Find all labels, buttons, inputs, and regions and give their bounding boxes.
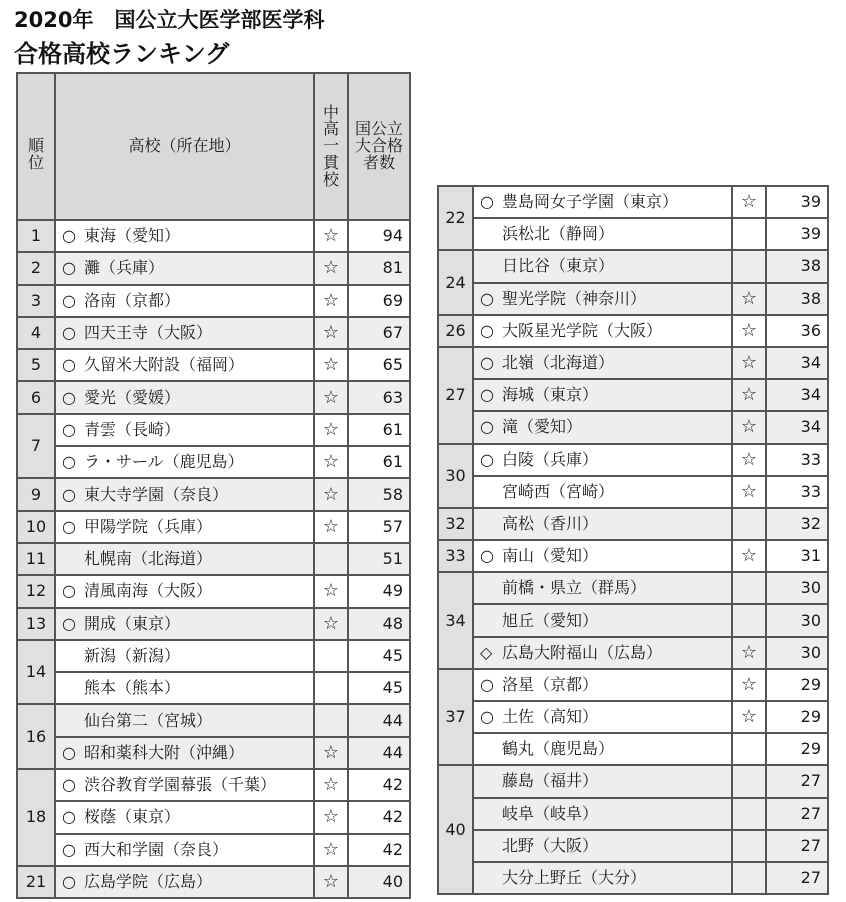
school-name: 南山（愛知）: [502, 546, 599, 566]
ikkan-star: ☆: [314, 220, 348, 252]
ikkan-star: ☆: [314, 769, 348, 801]
ikkan-star: [314, 640, 348, 672]
rank-cell: 27: [438, 347, 473, 444]
school-type-mark: ○: [62, 839, 76, 859]
ikkan-star: ☆: [314, 575, 348, 607]
count-cell: 44: [348, 737, 410, 769]
table-row: [438, 540, 828, 572]
count-cell: 29: [766, 701, 828, 733]
school-type-mark: ○: [62, 419, 76, 439]
school-name: 白陵（兵庫）: [502, 449, 599, 469]
school-type-mark: ○: [62, 355, 76, 375]
table-row: [438, 186, 828, 218]
table-row: [17, 252, 410, 284]
rank-cell: 18: [17, 769, 55, 866]
count-cell: 51: [348, 543, 410, 575]
ikkan-star: [314, 543, 348, 575]
school-name: 旭丘（愛知）: [502, 610, 599, 630]
page-title: 2020年 国公立大医学部医学科: [14, 8, 325, 32]
table-row: [438, 476, 828, 508]
table-row: [17, 769, 410, 801]
school-name: 浜松北（静岡）: [502, 224, 615, 244]
ikkan-star: ☆: [314, 866, 348, 898]
ikkan-star: ☆: [732, 347, 766, 379]
school-type-mark: ○: [62, 290, 76, 310]
school-name: 滝（愛知）: [502, 417, 583, 437]
table-row: [17, 543, 410, 575]
table-row: [438, 604, 828, 636]
school-cell: [473, 733, 732, 765]
rank-cell: 7: [17, 414, 55, 479]
school-name: 仙台第二（宮城）: [84, 710, 213, 730]
school-cell: [55, 252, 314, 284]
school-cell: [473, 669, 732, 701]
page-subtitle: 合格高校ランキング: [14, 40, 230, 68]
school-cell: [473, 572, 732, 604]
school-type-mark: ○: [62, 323, 76, 343]
school-cell: [473, 476, 732, 508]
ikkan-star: ☆: [314, 737, 348, 769]
count-cell: 69: [348, 285, 410, 317]
school-type-mark: ○: [480, 353, 494, 373]
ikkan-star: ☆: [314, 349, 348, 381]
school-cell: [55, 737, 314, 769]
table-row: [17, 608, 410, 640]
ikkan-star: [732, 572, 766, 604]
table-row: [438, 250, 828, 282]
school-cell: [473, 508, 732, 540]
school-name: 藤島（福井）: [502, 771, 599, 791]
school-name: 新潟（新潟）: [84, 646, 181, 665]
school-type-mark: ○: [62, 613, 76, 633]
rank-cell: 2: [17, 252, 55, 284]
count-cell: 29: [766, 669, 828, 701]
school-type-mark: ○: [480, 707, 494, 727]
school-cell: [55, 414, 314, 446]
school-name: 甲陽学院（兵庫）: [84, 516, 213, 536]
count-cell: 39: [766, 186, 828, 218]
ikkan-star: ☆: [732, 186, 766, 218]
school-cell: [55, 478, 314, 510]
rank-cell: 4: [17, 317, 55, 349]
school-name: 北野（大阪）: [502, 835, 599, 855]
rank-cell: 22: [438, 186, 473, 250]
table-row: [438, 315, 828, 347]
school-type-mark: ○: [62, 581, 76, 601]
school-type-mark: ○: [480, 288, 494, 308]
table-row: [17, 446, 410, 478]
school-cell: [473, 540, 732, 572]
ranking-table-right: [437, 185, 829, 895]
table-row: [17, 349, 410, 381]
school-name: 前橋・県立（群馬）: [502, 578, 647, 598]
ikkan-star: ☆: [732, 637, 766, 669]
count-cell: 61: [348, 446, 410, 478]
ikkan-star: [732, 250, 766, 282]
header-rank: 順位: [17, 73, 55, 220]
count-cell: 33: [766, 476, 828, 508]
count-cell: 42: [348, 801, 410, 833]
rank-cell: 11: [17, 543, 55, 575]
school-type-mark: ○: [62, 226, 76, 246]
school-cell: [473, 637, 732, 669]
table-row: [17, 414, 410, 446]
school-name: 広島大附福山（広島）: [502, 642, 663, 662]
count-cell: 34: [766, 411, 828, 443]
school-name: 土佐（高知）: [502, 707, 599, 727]
school-cell: [473, 315, 732, 347]
ikkan-star: ☆: [314, 801, 348, 833]
school-type-mark: ○: [62, 258, 76, 278]
school-cell: [473, 218, 732, 250]
count-cell: 48: [348, 608, 410, 640]
school-name: 渋谷教育学園幕張（千葉）: [84, 775, 277, 795]
table-row: [438, 444, 828, 476]
count-cell: 30: [766, 572, 828, 604]
school-cell: [55, 446, 314, 478]
school-cell: [55, 575, 314, 607]
school-cell: [55, 866, 314, 898]
school-name: 東大寺学園（奈良）: [84, 484, 229, 504]
count-cell: 63: [348, 381, 410, 413]
count-cell: 29: [766, 733, 828, 765]
school-type-mark: ○: [480, 449, 494, 469]
count-cell: 42: [348, 834, 410, 866]
table-row: [17, 801, 410, 833]
table-row: [17, 834, 410, 866]
school-cell: [55, 511, 314, 543]
count-cell: 44: [348, 704, 410, 736]
ikkan-star: ☆: [314, 511, 348, 543]
school-name: 青雲（長崎）: [84, 419, 181, 439]
table-row: [17, 285, 410, 317]
school-cell: [473, 830, 732, 862]
table-row: [438, 508, 828, 540]
school-name: 岐阜（岐阜）: [502, 803, 599, 823]
count-cell: 30: [766, 604, 828, 636]
rank-cell: 34: [438, 572, 473, 669]
ikkan-star: ☆: [732, 476, 766, 508]
rank-cell: 6: [17, 381, 55, 413]
count-cell: 65: [348, 349, 410, 381]
table-row: [438, 669, 828, 701]
rank-cell: 14: [17, 640, 55, 705]
school-cell: [473, 347, 732, 379]
school-cell: [55, 220, 314, 252]
table-row: [438, 379, 828, 411]
school-type-mark: ○: [480, 546, 494, 566]
school-name: 洛南（京都）: [84, 290, 181, 310]
table-row: [17, 737, 410, 769]
school-cell: [473, 604, 732, 636]
school-cell: [55, 834, 314, 866]
count-cell: 67: [348, 317, 410, 349]
rank-cell: 21: [17, 866, 55, 898]
rank-cell: 16: [17, 704, 55, 769]
rank-cell: 33: [438, 540, 473, 572]
ikkan-star: [732, 508, 766, 540]
rank-cell: 32: [438, 508, 473, 540]
school-cell: [55, 317, 314, 349]
school-type-mark: ○: [480, 320, 494, 340]
school-cell: [55, 801, 314, 833]
ikkan-star: [314, 672, 348, 704]
school-name: 灘（兵庫）: [84, 258, 165, 278]
count-cell: 31: [766, 540, 828, 572]
rank-cell: 24: [438, 250, 473, 314]
count-cell: 58: [348, 478, 410, 510]
school-name: 日比谷（東京）: [502, 256, 615, 276]
count-cell: 34: [766, 379, 828, 411]
ikkan-star: ☆: [314, 381, 348, 413]
table-row: [17, 575, 410, 607]
count-cell: 57: [348, 511, 410, 543]
ikkan-star: [732, 798, 766, 830]
count-cell: 42: [348, 769, 410, 801]
school-name: 熊本（熊本）: [84, 678, 181, 698]
school-cell: [473, 379, 732, 411]
school-name: 札幌南（北海道）: [84, 549, 213, 569]
count-cell: 27: [766, 765, 828, 797]
school-name: 四天王寺（大阪）: [84, 323, 213, 343]
count-cell: 40: [348, 866, 410, 898]
table-row: [438, 347, 828, 379]
school-name: 桜蔭（東京）: [84, 807, 181, 827]
table-row: [438, 862, 828, 894]
count-cell: 27: [766, 798, 828, 830]
school-cell: [55, 608, 314, 640]
count-cell: 32: [766, 508, 828, 540]
school-cell: [473, 411, 732, 443]
count-cell: 39: [766, 218, 828, 250]
school-cell: [55, 640, 314, 672]
count-cell: 30: [766, 637, 828, 669]
ikkan-star: [732, 604, 766, 636]
table-row: [17, 866, 410, 898]
school-name: 海城（東京）: [502, 385, 599, 405]
count-cell: 27: [766, 862, 828, 894]
rank-cell: 26: [438, 315, 473, 347]
school-name: 清風南海（大阪）: [84, 581, 213, 601]
ikkan-star: ☆: [314, 608, 348, 640]
school-name: 昭和薬科大附（沖縄）: [84, 742, 245, 762]
table-row: [438, 411, 828, 443]
rank-cell: 5: [17, 349, 55, 381]
rank-cell: 12: [17, 575, 55, 607]
count-cell: 94: [348, 220, 410, 252]
school-type-mark: ○: [62, 807, 76, 827]
table-row: [438, 701, 828, 733]
school-cell: [473, 444, 732, 476]
rank-cell: 13: [17, 608, 55, 640]
ikkan-star: ☆: [732, 669, 766, 701]
table-header-row: [17, 73, 410, 220]
table-row: [438, 572, 828, 604]
ikkan-star: ☆: [732, 444, 766, 476]
school-name: 愛光（愛媛）: [84, 387, 181, 407]
school-name: 聖光学院（神奈川）: [502, 288, 647, 308]
count-cell: 36: [766, 315, 828, 347]
ikkan-star: [732, 765, 766, 797]
rank-cell: 3: [17, 285, 55, 317]
ikkan-star: [732, 733, 766, 765]
school-name: 鶴丸（鹿児島）: [502, 739, 615, 759]
rank-cell: 30: [438, 444, 473, 508]
ikkan-star: [732, 218, 766, 250]
ikkan-star: ☆: [732, 701, 766, 733]
ikkan-star: ☆: [732, 315, 766, 347]
school-cell: [55, 704, 314, 736]
school-name: ラ・サール（鹿児島）: [84, 452, 244, 472]
table-row: [438, 830, 828, 862]
table-row: [438, 765, 828, 797]
rank-cell: 9: [17, 478, 55, 510]
school-type-mark: ○: [480, 385, 494, 405]
school-name: 宮崎西（宮崎）: [502, 481, 615, 501]
rank-cell: 1: [17, 220, 55, 252]
school-type-mark: ○: [62, 742, 76, 762]
ikkan-star: ☆: [732, 411, 766, 443]
table-row: [17, 672, 410, 704]
school-type-mark: ○: [480, 192, 494, 212]
header-count: 国公立大合格者数: [348, 73, 410, 220]
table-row: [17, 704, 410, 736]
school-cell: [55, 769, 314, 801]
school-type-mark: ○: [62, 775, 76, 795]
school-cell: [473, 250, 732, 282]
ikkan-star: ☆: [314, 285, 348, 317]
school-cell: [55, 543, 314, 575]
ikkan-star: ☆: [314, 446, 348, 478]
rank-cell: 40: [438, 765, 473, 894]
ikkan-star: ☆: [314, 414, 348, 446]
table-row: [17, 640, 410, 672]
school-name: 豊島岡女子学園（東京）: [502, 192, 679, 212]
school-name: 大阪星光学院（大阪）: [502, 320, 663, 340]
count-cell: 38: [766, 283, 828, 315]
table-row: [438, 637, 828, 669]
rank-cell: 37: [438, 669, 473, 766]
school-cell: [473, 862, 732, 894]
school-type-mark: ○: [62, 452, 76, 472]
school-name: 西大和学園（奈良）: [84, 839, 229, 859]
ikkan-star: ☆: [314, 478, 348, 510]
table-row: [17, 317, 410, 349]
count-cell: 45: [348, 640, 410, 672]
count-cell: 45: [348, 672, 410, 704]
school-cell: [55, 672, 314, 704]
ikkan-star: ☆: [314, 252, 348, 284]
table-row: [17, 381, 410, 413]
ikkan-star: ☆: [732, 283, 766, 315]
header-ikkan: 中高一貫校: [314, 73, 348, 220]
school-type-mark: ○: [62, 516, 76, 536]
table-row: [17, 511, 410, 543]
school-name: 広島学院（広島）: [84, 872, 213, 892]
school-type-mark: ○: [480, 674, 494, 694]
count-cell: 27: [766, 830, 828, 862]
school-name: 北嶺（北海道）: [502, 353, 615, 373]
school-name: 洛星（京都）: [502, 674, 599, 694]
school-type-mark: ○: [62, 484, 76, 504]
table-row: [438, 283, 828, 315]
ikkan-star: ☆: [314, 317, 348, 349]
count-cell: 81: [348, 252, 410, 284]
table-row: [438, 733, 828, 765]
school-name: 大分上野丘（大分）: [502, 868, 647, 888]
count-cell: 38: [766, 250, 828, 282]
count-cell: 49: [348, 575, 410, 607]
table-row: [438, 218, 828, 250]
school-cell: [473, 701, 732, 733]
count-cell: 61: [348, 414, 410, 446]
table-row: [17, 478, 410, 510]
ikkan-star: [732, 830, 766, 862]
ikkan-star: ☆: [732, 379, 766, 411]
school-type-mark: ○: [62, 872, 76, 892]
school-cell: [55, 381, 314, 413]
rank-cell: 10: [17, 511, 55, 543]
header-school: 高校（所在地）: [55, 73, 314, 220]
table-row: [438, 798, 828, 830]
count-cell: 33: [766, 444, 828, 476]
school-name: 東海（愛知）: [84, 226, 181, 246]
school-name: 久留米大附設（福岡）: [84, 355, 245, 375]
school-type-mark: ○: [480, 417, 494, 437]
count-cell: 34: [766, 347, 828, 379]
school-name: 開成（東京）: [84, 613, 181, 633]
school-type-mark: ◇: [480, 642, 493, 662]
school-cell: [473, 186, 732, 218]
school-cell: [55, 349, 314, 381]
ikkan-star: ☆: [732, 540, 766, 572]
ikkan-star: [314, 704, 348, 736]
school-name: 高松（香川）: [502, 513, 599, 533]
school-cell: [55, 285, 314, 317]
table-row: [17, 220, 410, 252]
school-type-mark: ○: [62, 387, 76, 407]
school-cell: [473, 283, 732, 315]
school-cell: [473, 765, 732, 797]
school-cell: [473, 798, 732, 830]
ranking-table-left: [16, 72, 411, 899]
ikkan-star: ☆: [314, 834, 348, 866]
ikkan-star: [732, 862, 766, 894]
